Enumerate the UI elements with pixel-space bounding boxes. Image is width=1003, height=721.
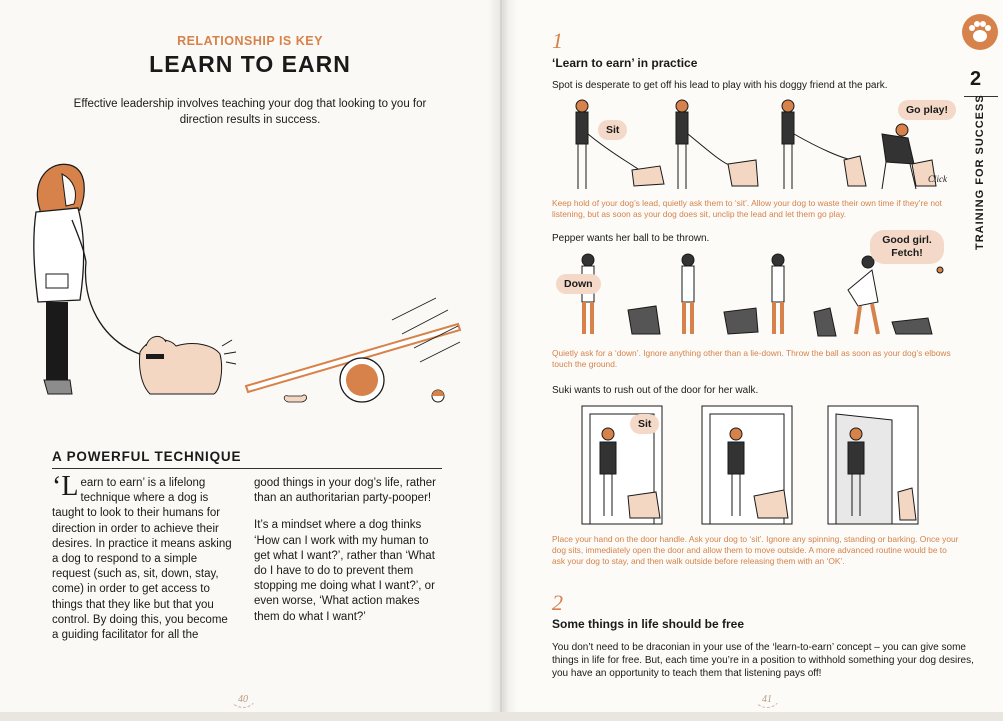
section-1-heading: ‘Learn to earn’ in practice: [552, 56, 698, 70]
scenario-3-illustration: [552, 400, 962, 526]
speech-bubble-good-girl: Good girl. Fetch!: [870, 230, 944, 264]
scenario-3-text: Suki wants to rush out of the door for her walk.: [552, 385, 759, 396]
section-2-heading: Some things in life should be free: [552, 617, 745, 631]
paw-print-icon: [962, 14, 998, 50]
section-1-number: 1: [552, 28, 563, 53]
section-2-text: You don’t need to be draconian in your use of the ‘learn-to-earn’ concept – you can give some things in life for free. But, each time you’re in a position to withhold something your dog desires, you have an opportunity to teach them that listening pays off!: [552, 642, 974, 679]
click-sound-label: Click: [928, 174, 947, 184]
chapter-title: TRAINING FOR SUCCESS: [974, 94, 986, 250]
terrier-dog: [139, 336, 236, 394]
leash: [85, 262, 142, 355]
kicker: RELATIONSHIP IS KEY: [177, 34, 323, 48]
woman-legs: [46, 302, 68, 380]
speech-bubble-sit-door: Sit: [630, 414, 659, 434]
col1-text: earn to earn’ is a lifelong technique where a dog is taught to look to their humans for direction in order to achieve their desires. In practice it means asking a dog to respond to a simple request (such as, sit, down, stay, come) in order to get access to things that they like but that you control. By doing this, you become a guiding facilitator for all the: [52, 477, 232, 642]
col2-paragraph-1: good things in your dog’s life, rather than an authoritarian party-pooper!: [254, 477, 436, 505]
speech-bubble-down: Down: [556, 274, 601, 294]
section-2-number: 2: [552, 590, 563, 615]
scenario-1-text: Spot is desperate to get off his lead to play with his doggy friend at the park.: [552, 80, 888, 91]
dropcap: ‘L: [52, 471, 79, 502]
scenario-1-caption: Keep hold of your dog’s lead, quietly ask them to ‘sit’. Allow your dog to waste their own time if they’re not listening, but as soon as your dog does sit, unclip the lead and let them go play.: [552, 198, 942, 219]
section-divider: [52, 468, 442, 469]
chapter-number: 2: [970, 68, 982, 90]
scenario-2-caption: Quietly ask for a ‘down’. Ignore anything other than a lie-down. Throw the ball as soon as your dog’s elbows touch the ground.: [552, 348, 951, 369]
speech-bubble-sit: Sit: [598, 120, 627, 140]
woman-dog-illustration: [0, 150, 500, 440]
section-heading: A POWERFUL TECHNIQUE: [52, 449, 242, 464]
right-page: [502, 0, 1003, 712]
page-title: LEARN TO EARN: [149, 51, 351, 77]
left-column-1: [52, 471, 234, 655]
page-number-left: 40: [228, 678, 258, 708]
intro-text: Effective leadership involves teaching your dog that looking to you for direction results in success.: [73, 98, 427, 126]
col2-paragraph-2: It’s a mindset where a dog thinks ‘How can I work with my human to get what I want?’, rather than ‘What do I have to do to prevent them stopping me doing what I want?’, or even worse, ‘What action makes them do what I want?’: [254, 519, 435, 623]
left-page: [0, 0, 500, 712]
speech-bubble-go-play: Go play!: [898, 100, 956, 120]
scenario-3-caption: Place your hand on the door handle. Ask your dog to ‘sit’. Ignore any spinning, standing or barking. Once your dog sits, immediately open the door and allow them to move outside. A more advanced routine would be to ask your dog to stay, and then walk outside before releasing them with an ‘OK’.: [552, 534, 959, 566]
page-number-right: 41: [752, 678, 782, 708]
seesaw-toy: [246, 298, 460, 402]
left-column-2: [254, 476, 440, 637]
scenario-2-text: Pepper wants her ball to be thrown.: [552, 233, 710, 244]
